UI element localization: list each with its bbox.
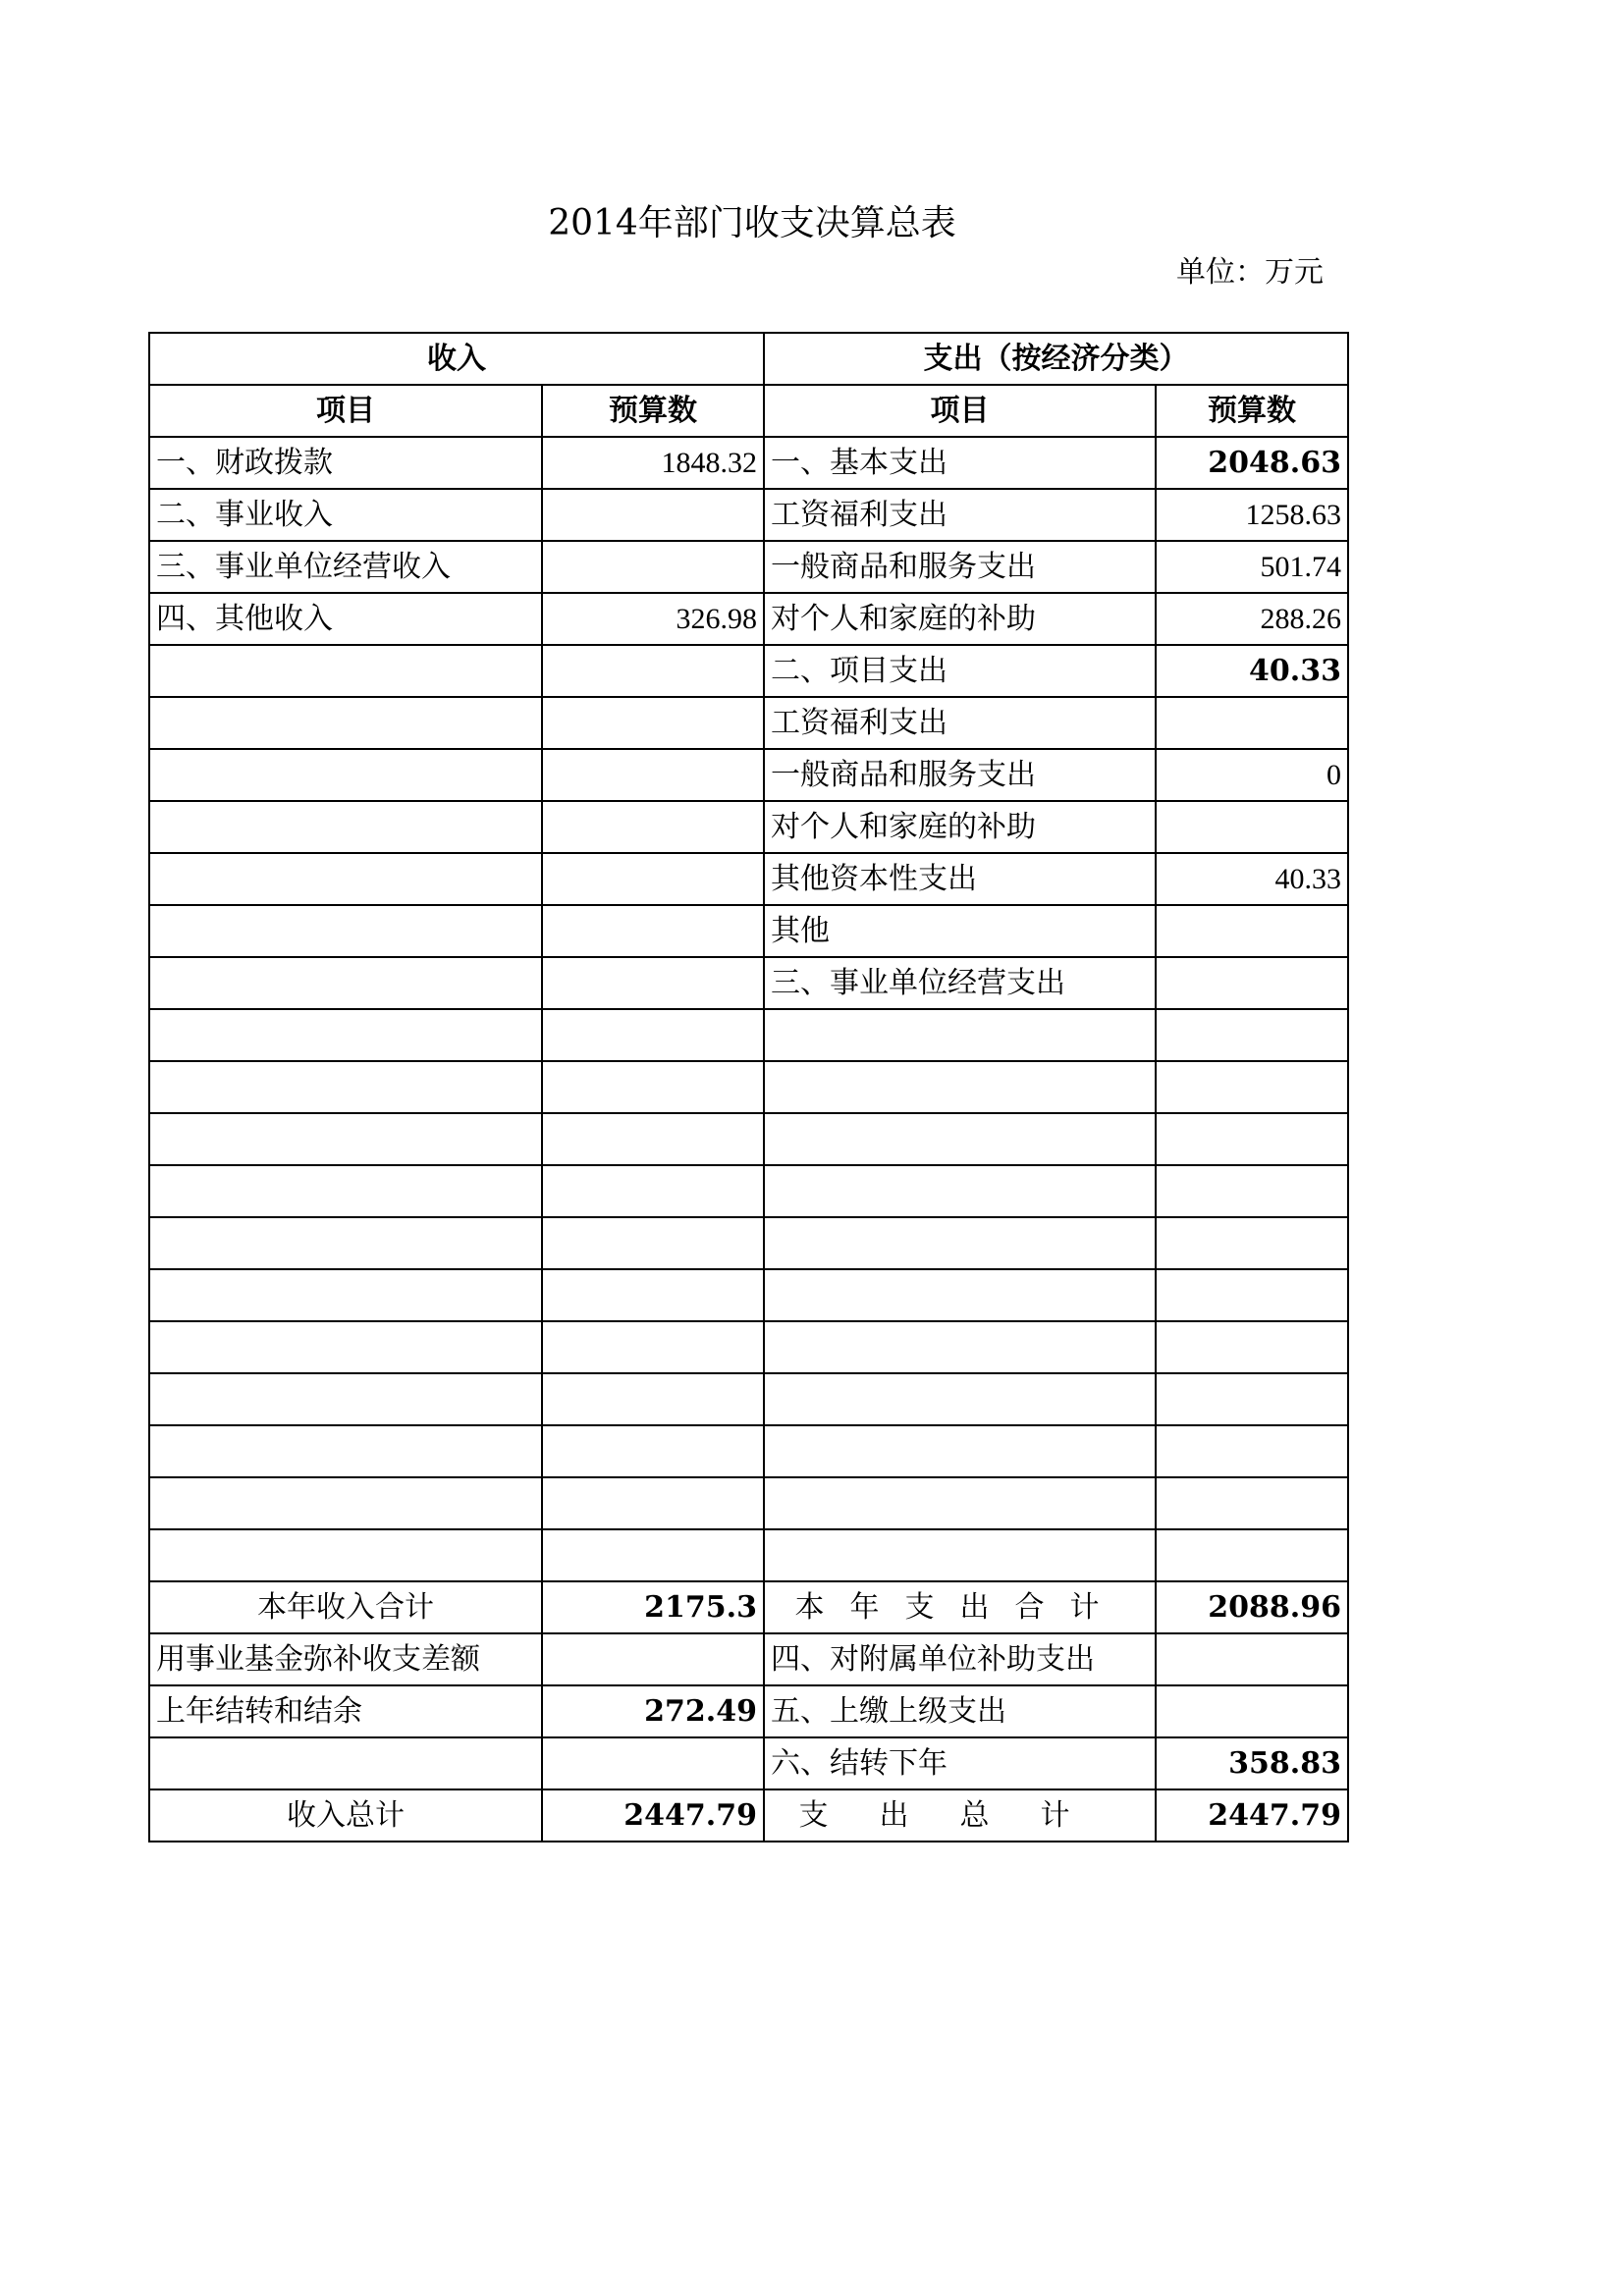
- expense-header: 支出（按经济分类）: [764, 333, 1348, 385]
- income-item: [149, 645, 542, 697]
- expense-value: 501.74: [1156, 541, 1348, 593]
- header-row-group: [149, 333, 1348, 385]
- income-item: [149, 957, 542, 1009]
- empty-row: [149, 1269, 1348, 1321]
- income-item: [149, 749, 542, 801]
- expense-value: 1258.63: [1156, 489, 1348, 541]
- empty-row: [149, 1373, 1348, 1425]
- expense-value: 2048.63: [1156, 437, 1348, 489]
- year-expense-value: 2088.96: [1156, 1581, 1348, 1633]
- table-row: [149, 489, 1348, 541]
- income-item: 四、其他收入: [149, 593, 542, 645]
- expense-item: 其他资本性支出: [764, 853, 1156, 905]
- year-expense-label: 本年支出合计: [764, 1581, 1156, 1633]
- income-header: 收入: [149, 333, 764, 385]
- empty-row: [149, 1009, 1348, 1061]
- income-total-label: 收入总计: [149, 1789, 542, 1842]
- income-value: 326.98: [542, 593, 764, 645]
- expense-budget-header: 预算数: [1156, 385, 1348, 437]
- expense-item: 对个人和家庭的补助: [764, 593, 1156, 645]
- income-item-header: 项目: [149, 385, 542, 437]
- table-row: [149, 1737, 1348, 1789]
- income-value: [542, 957, 764, 1009]
- income-value: [542, 645, 764, 697]
- expense-item: 一、基本支出: [764, 437, 1156, 489]
- header-row-columns: [149, 385, 1348, 437]
- budget-table: [148, 332, 1349, 1842]
- table-row: [149, 1685, 1348, 1737]
- table-row: [149, 645, 1348, 697]
- expense-item-header: 项目: [764, 385, 1156, 437]
- expense-item: 其他: [764, 905, 1156, 957]
- income-value: [542, 697, 764, 749]
- carry-next-value: 358.83: [1156, 1737, 1348, 1789]
- year-total-row: [149, 1581, 1348, 1633]
- empty-cell: [542, 1737, 764, 1789]
- expense-item: 一般商品和服务支出: [764, 541, 1156, 593]
- table-row: [149, 541, 1348, 593]
- income-total-value: 2447.79: [542, 1789, 764, 1842]
- expense-value: [1156, 697, 1348, 749]
- sub-unit-value: [1156, 1633, 1348, 1685]
- empty-cell: [149, 1737, 542, 1789]
- upper-value: [1156, 1685, 1348, 1737]
- expense-item: 二、项目支出: [764, 645, 1156, 697]
- income-item: [149, 697, 542, 749]
- fund-label: 用事业基金弥补收支差额: [149, 1633, 542, 1685]
- table-row: [149, 697, 1348, 749]
- income-item: [149, 801, 542, 853]
- expense-item: 工资福利支出: [764, 697, 1156, 749]
- income-value: 1848.32: [542, 437, 764, 489]
- table-row: [149, 853, 1348, 905]
- income-value: [542, 853, 764, 905]
- expense-value: 40.33: [1156, 853, 1348, 905]
- expense-item: 对个人和家庭的补助: [764, 801, 1156, 853]
- expense-value: [1156, 801, 1348, 853]
- expense-value: [1156, 957, 1348, 1009]
- table-row: [149, 1633, 1348, 1685]
- unit-label: 单位：万元: [1176, 255, 1324, 290]
- year-income-label: 本年收入合计: [149, 1581, 542, 1633]
- empty-row: [149, 1425, 1348, 1477]
- sub-unit-label: 四、对附属单位补助支出: [764, 1633, 1156, 1685]
- expense-total-value: 2447.79: [1156, 1789, 1348, 1842]
- income-item: 一、财政拨款: [149, 437, 542, 489]
- carry-value: 272.49: [542, 1685, 764, 1737]
- income-budget-header: 预算数: [542, 385, 764, 437]
- income-item: [149, 905, 542, 957]
- expense-value: 40.33: [1156, 645, 1348, 697]
- expense-item: 工资福利支出: [764, 489, 1156, 541]
- income-value: [542, 541, 764, 593]
- fund-value: [542, 1633, 764, 1685]
- carry-label: 上年结转和结余: [149, 1685, 542, 1737]
- empty-row: [149, 1529, 1348, 1581]
- table-row: [149, 905, 1348, 957]
- income-value: [542, 801, 764, 853]
- year-income-value: 2175.3: [542, 1581, 764, 1633]
- empty-row: [149, 1113, 1348, 1165]
- expense-value: 0: [1156, 749, 1348, 801]
- page-title: 2014年部门收支决算总表: [548, 203, 956, 243]
- table-row: [149, 749, 1348, 801]
- expense-item: 三、事业单位经营支出: [764, 957, 1156, 1009]
- carry-next-label: 六、结转下年: [764, 1737, 1156, 1789]
- empty-row: [149, 1165, 1348, 1217]
- empty-row: [149, 1061, 1348, 1113]
- empty-row: [149, 1217, 1348, 1269]
- expense-value: [1156, 905, 1348, 957]
- income-value: [542, 489, 764, 541]
- grand-total-row: [149, 1789, 1348, 1842]
- upper-label: 五、上缴上级支出: [764, 1685, 1156, 1737]
- income-item: [149, 853, 542, 905]
- expense-item: 一般商品和服务支出: [764, 749, 1156, 801]
- table-row: [149, 957, 1348, 1009]
- table-row: [149, 593, 1348, 645]
- expense-total-label: 支出总计: [764, 1789, 1156, 1842]
- income-item: 三、事业单位经营收入: [149, 541, 542, 593]
- income-value: [542, 749, 764, 801]
- table-row: [149, 801, 1348, 853]
- expense-value: 288.26: [1156, 593, 1348, 645]
- income-value: [542, 905, 764, 957]
- empty-row: [149, 1321, 1348, 1373]
- income-item: 二、事业收入: [149, 489, 542, 541]
- table-row: [149, 437, 1348, 489]
- empty-row: [149, 1477, 1348, 1529]
